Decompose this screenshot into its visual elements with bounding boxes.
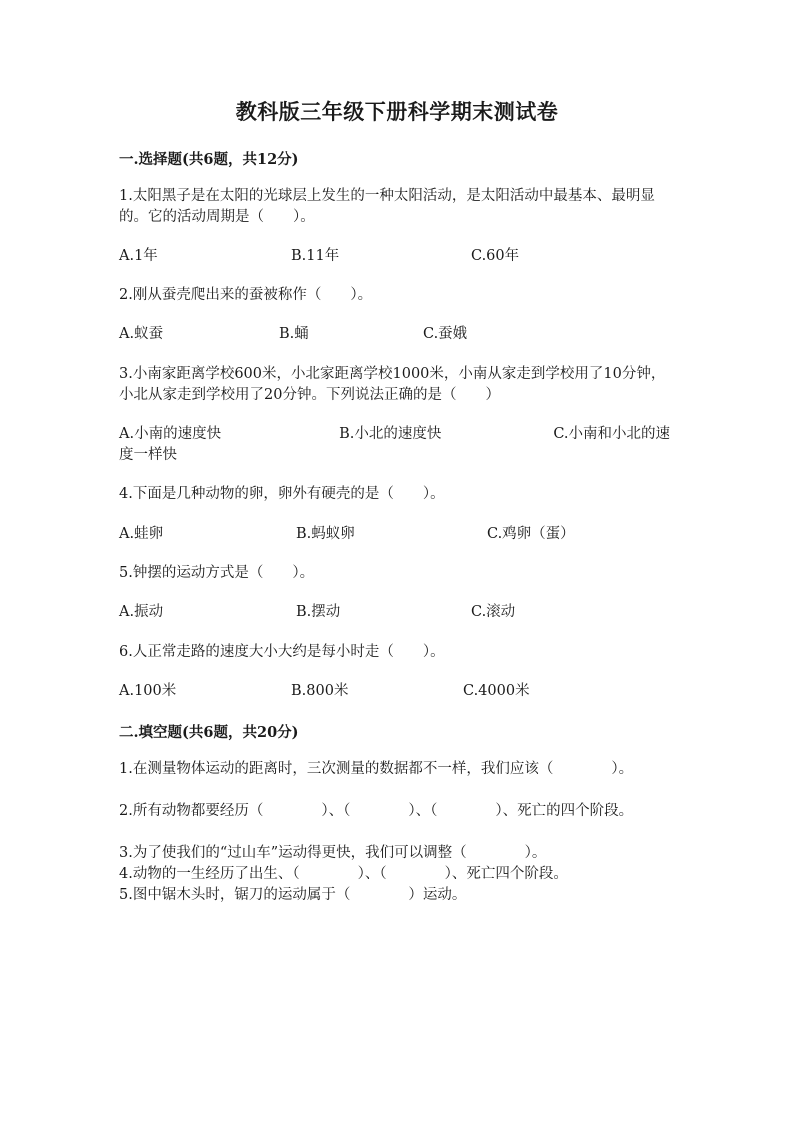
choice-options-5 — [119, 602, 679, 623]
option-c: C.小南和小北的速度一样快 — [119, 426, 671, 463]
option-c: C.60年 — [471, 248, 520, 264]
option-b: B.11年 — [291, 248, 340, 264]
option-a: A.小南的速度快 — [119, 426, 222, 442]
choice-question-5: 5.钟摆的运动方式是（ ）。 — [119, 565, 315, 581]
fill-question-5: 5.图中锯木头时，锯刀的运动属于（ ）运动。 — [119, 887, 467, 903]
fill-question-1: 1.在测量物体运动的距离时，三次测量的数据都不一样，我们应该（ ）。 — [119, 761, 634, 777]
option-a: A.100米 — [119, 683, 177, 699]
option-b: B.摆动 — [296, 604, 341, 620]
choice-options-3 — [119, 424, 679, 466]
choice-options-4 — [119, 524, 679, 545]
exam-title: 教科版三年级下册科学期末测试卷 — [235, 99, 559, 124]
fill-question-4: 4.动物的一生经历了出生、（ ）、（ ）、死亡四个阶段。 — [119, 866, 568, 882]
choice-question-2: 2.刚从蚕壳爬出来的蚕被称作（ ）。 — [119, 287, 373, 303]
choice-question-6: 6.人正常走路的速度大小大约是每小时走（ ）。 — [119, 644, 445, 660]
option-b: B.小北的速度快 — [339, 426, 442, 442]
section-heading-fill: 二.填空题(共6题，共20分) — [119, 724, 299, 741]
fill-question-3: 3.为了使我们的“过山车”运动得更快，我们可以调整（ ）。 — [119, 845, 547, 861]
option-c: C.滚动 — [471, 604, 516, 620]
choice-options-2 — [119, 324, 679, 345]
choice-question-1: 1.太阳黑子是在太阳的光球层上发生的一种太阳活动，是太阳活动中最基本、最明显的。它的活动周期是（ ）。 — [119, 188, 655, 225]
option-b: B.蚂蚁卵 — [296, 526, 355, 542]
option-a: A.蛙卵 — [119, 526, 164, 542]
option-c: C.鸡卵（蛋） — [487, 526, 575, 542]
option-b: B.800米 — [291, 683, 349, 699]
fill-question-2: 2.所有动物都要经历（ ）、（ ）、（ ）、死亡的四个阶段。 — [119, 803, 634, 819]
option-c: C.蚕娥 — [423, 326, 468, 342]
option-a: A.1年 — [119, 248, 158, 264]
choice-options-1 — [119, 246, 679, 267]
option-c: C.4000米 — [463, 683, 530, 699]
section-heading-choice: 一.选择题(共6题，共12分) — [119, 151, 299, 168]
choice-question-4: 4.下面是几种动物的卵，卵外有硬壳的是（ ）。 — [119, 486, 445, 502]
option-a: A.蚁蚕 — [119, 326, 164, 342]
option-a: A.振动 — [119, 604, 164, 620]
option-b: B.蛹 — [279, 326, 309, 342]
choice-question-3: 3.小南家距离学校600米，小北家距离学校1000米，小南从家走到学校用了10分钟，小北从家走到学校用了20分钟。下列说法正确的是（ ） — [119, 366, 666, 403]
choice-options-6 — [119, 681, 679, 702]
